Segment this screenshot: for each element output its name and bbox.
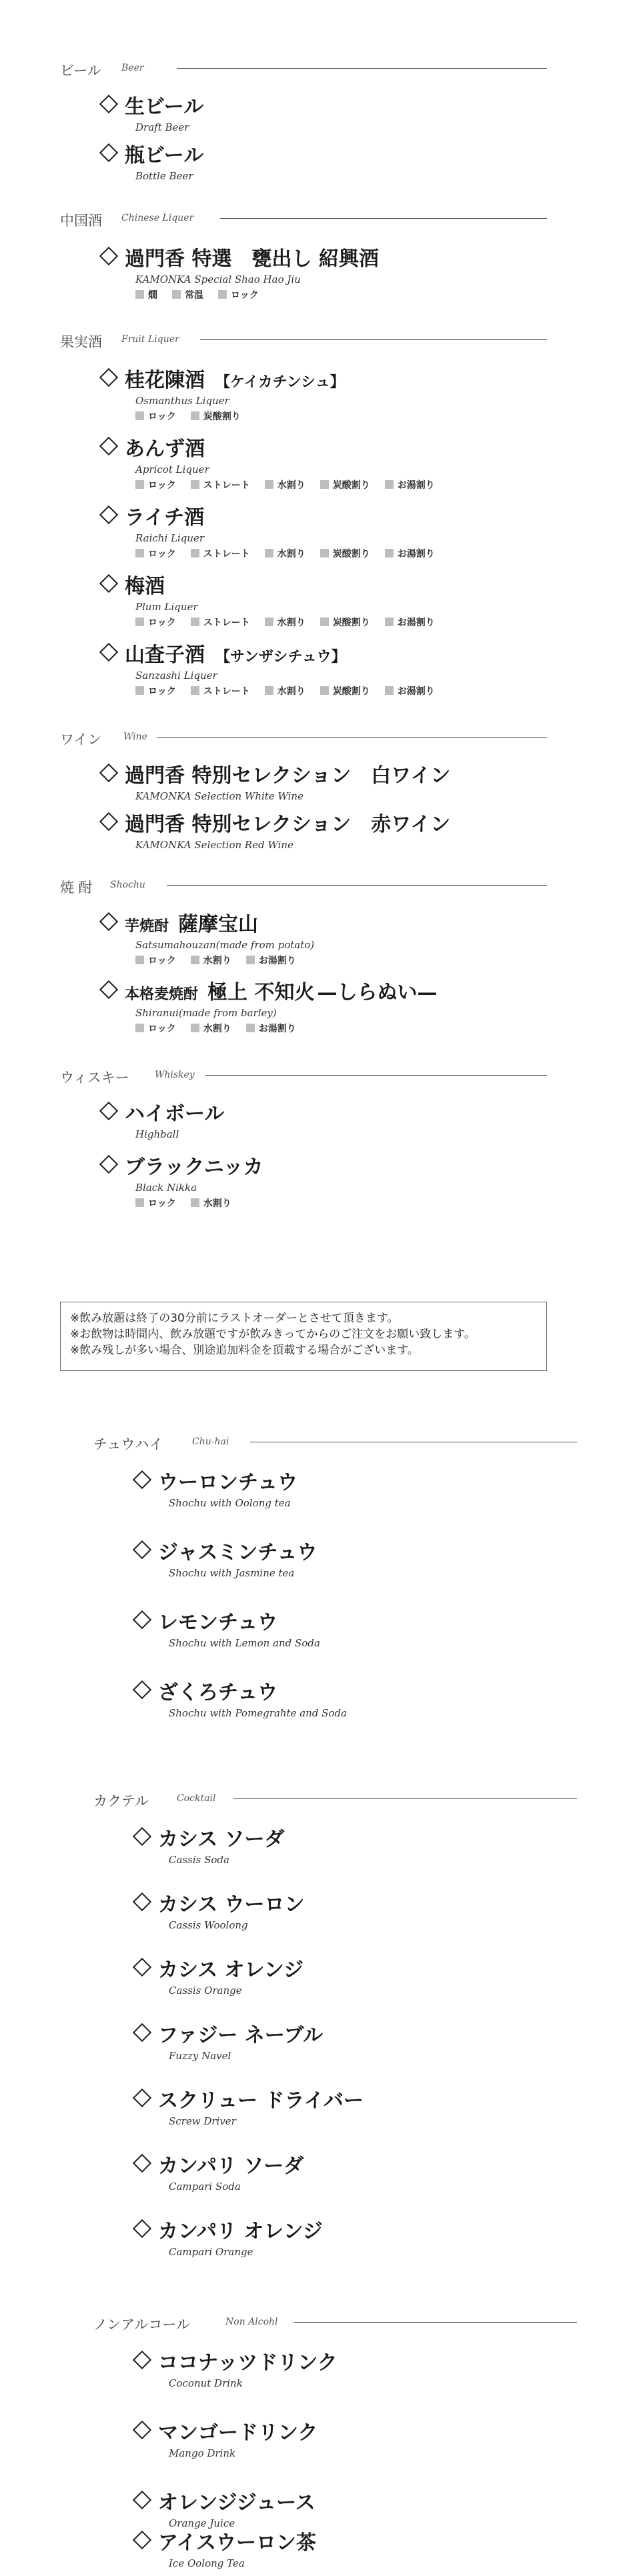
item-en: Bottle Beer <box>135 170 193 182</box>
serving-options <box>135 547 450 560</box>
diamond-bullet-icon <box>133 2089 151 2107</box>
item-en: Mango Drink <box>169 2447 236 2459</box>
item-name: ウーロンチュウ <box>158 1471 298 1494</box>
item-en: Coconut Drink <box>169 2377 243 2389</box>
item-name: 桂花陳酒 <box>125 369 205 392</box>
item-en: Orange Juice <box>169 2517 235 2529</box>
serving-option: 炭酸割り <box>320 547 370 560</box>
checkbox-square-icon <box>191 956 199 964</box>
item-note: 【サンザシチュウ】 <box>215 648 346 666</box>
checkbox-square-icon <box>172 290 181 299</box>
section-header-nonalc <box>93 2314 577 2334</box>
diamond-bullet-icon <box>99 505 118 524</box>
serving-option: 炭酸割り <box>320 684 370 698</box>
item-en: KAMONKA Selection Red Wine <box>135 839 293 851</box>
section-divider <box>157 737 547 738</box>
checkbox-square-icon <box>385 549 394 557</box>
serving-option: 水割り <box>265 478 305 491</box>
serving-option: ストレート <box>191 547 250 560</box>
item-name: オレンジジュース <box>158 2491 315 2515</box>
serving-option: 燗 <box>135 288 157 301</box>
item-name: カシス ソーダ <box>158 1828 285 1851</box>
item-en: Shochu with Pomegrahte and Soda <box>169 1707 348 1719</box>
item-en: Screw Driver <box>169 2115 236 2127</box>
item-name: ファジー ネーブル <box>158 2024 324 2047</box>
serving-option: お湯割り <box>385 684 435 698</box>
item-prefix: 本格麦焼酎 <box>125 986 199 1003</box>
diamond-bullet-icon <box>133 1470 151 1489</box>
item-name: スクリュー ドライバー <box>158 2089 364 2113</box>
section-title-en: Non Alcohl <box>225 2317 278 2327</box>
section-title-en: Cocktail <box>177 1793 216 1804</box>
item-en: Black Nikka <box>135 1182 197 1194</box>
section-title-jp: 中国酒 <box>60 213 102 229</box>
item-en: Cassis Orange <box>169 1985 242 1997</box>
diamond-bullet-icon <box>99 812 118 831</box>
item-name: カシス ウーロン <box>158 1893 305 1916</box>
item-en: Raichi Liquer <box>135 532 205 544</box>
diamond-bullet-icon <box>133 2421 151 2439</box>
section-title-jp: ウィスキー <box>60 1070 129 1086</box>
item-en: Ice Oolong Tea <box>169 2557 245 2569</box>
item-note: 【ケイカチンシュ】 <box>215 373 345 391</box>
item-name: レモンチュウ <box>158 1611 278 1634</box>
checkbox-square-icon <box>320 617 329 626</box>
checkbox-square-icon <box>135 617 144 626</box>
notice-box <box>60 1302 547 1371</box>
checkbox-square-icon <box>135 549 144 557</box>
diamond-bullet-icon <box>99 247 118 265</box>
item-en: Fuzzy Navel <box>169 2050 231 2062</box>
serving-option: お湯割り <box>385 615 435 629</box>
serving-option: ロック <box>135 547 176 560</box>
section-header-chuhai <box>93 1434 577 1454</box>
serving-option: 水割り <box>265 547 305 560</box>
diamond-bullet-icon <box>133 2351 151 2369</box>
checkbox-square-icon <box>135 686 144 695</box>
item-en: Shochu with Lemon and Soda <box>169 1637 320 1649</box>
notice-line: ※飲み放題は終了の30分前にラストオーダーとさせて頂きます。 <box>70 1312 399 1325</box>
item-en: Apricot Liquer <box>135 463 209 475</box>
diamond-bullet-icon <box>99 1155 118 1174</box>
section-title-en: Chu-hai <box>192 1436 229 1447</box>
section-title-en: Shochu <box>110 880 145 890</box>
diamond-bullet-icon <box>99 912 118 931</box>
checkbox-square-icon <box>191 1024 199 1032</box>
serving-options <box>135 1022 311 1035</box>
diamond-bullet-icon <box>133 1958 151 1977</box>
item-en: Highball <box>135 1128 179 1140</box>
serving-option: ストレート <box>191 478 250 491</box>
section-divider <box>233 1798 577 1799</box>
section-divider <box>220 218 547 219</box>
checkbox-square-icon <box>265 617 273 626</box>
checkbox-square-icon <box>385 686 394 695</box>
serving-option: 常温 <box>172 288 203 301</box>
section-title-jp: カクテル <box>93 1793 149 1809</box>
item-en: Sanzashi Liquer <box>135 670 217 682</box>
item-prefix: 芋焼酎 <box>125 918 169 935</box>
section-title-jp: 焼 酎 <box>60 880 93 896</box>
section-title-jp: ワイン <box>60 732 102 748</box>
diamond-bullet-icon <box>99 764 118 782</box>
serving-option: 炭酸割り <box>320 478 370 491</box>
diamond-bullet-icon <box>133 2491 151 2509</box>
section-header-cocktail <box>93 1790 577 1810</box>
diamond-bullet-icon <box>133 1540 151 1559</box>
serving-option: 水割り <box>265 615 305 629</box>
checkbox-square-icon <box>265 549 273 557</box>
item-en: Satsumahouzan(made from potato) <box>135 939 315 951</box>
checkbox-square-icon <box>135 1024 144 1032</box>
section-header-shochu <box>60 877 547 897</box>
item-name: 瓶ビール <box>125 144 204 167</box>
serving-options <box>135 615 450 629</box>
section-header-wine <box>60 729 547 749</box>
checkbox-square-icon <box>320 686 329 695</box>
section-header-whiskey <box>60 1067 547 1087</box>
checkbox-square-icon <box>385 617 394 626</box>
diamond-bullet-icon <box>133 2154 151 2173</box>
item-name: 過門香 特別セレクション 赤ワイン <box>125 813 451 836</box>
item-en: Shochu with Oolong tea <box>169 1497 291 1509</box>
serving-options <box>135 478 450 491</box>
section-title-jp: ビール <box>60 63 101 79</box>
checkbox-square-icon <box>191 617 199 626</box>
checkbox-square-icon <box>135 480 144 489</box>
checkbox-square-icon <box>265 686 273 695</box>
diamond-bullet-icon <box>99 980 118 999</box>
checkbox-square-icon <box>135 290 144 299</box>
item-en: Cassis Woolong <box>169 1919 248 1931</box>
item-name: ジャスミンチュウ <box>158 1541 317 1564</box>
section-header-beer <box>60 60 547 80</box>
serving-option: ロック <box>135 615 176 629</box>
item-name: ライチ酒 <box>125 506 205 529</box>
item-en: Cassis Soda <box>169 1854 229 1866</box>
serving-options <box>135 684 450 698</box>
section-divider <box>293 2322 577 2323</box>
diamond-bullet-icon <box>99 143 118 162</box>
notice-line: ※飲み残しが多い場合、別途追加料金を頂載する場合がございます。 <box>70 1344 419 1357</box>
checkbox-square-icon <box>246 1024 255 1032</box>
diamond-bullet-icon <box>133 2531 151 2549</box>
section-title-en: Beer <box>121 63 144 73</box>
item-en: Shiranui(made from barley) <box>135 1007 277 1019</box>
serving-option: お湯割り <box>385 547 435 560</box>
item-en: Osmanthus Liquer <box>135 395 229 407</box>
serving-option: ロック <box>135 1022 176 1035</box>
item-name: ココナッツドリンク <box>158 2351 338 2375</box>
item-name: 薩摩宝山 <box>178 913 259 936</box>
section-header-chinese <box>60 210 547 230</box>
serving-option: ロック <box>218 288 259 301</box>
item-name: 生ビール <box>125 95 204 119</box>
section-divider <box>167 885 547 886</box>
section-title-en: Fruit Liquer <box>121 334 179 345</box>
serving-option: 水割り <box>265 684 305 698</box>
item-en: Plum Liquer <box>135 601 198 613</box>
item-name: ハイボール <box>125 1102 225 1126</box>
diamond-bullet-icon <box>133 1680 151 1699</box>
item-en: KAMONKA Selection White Wine <box>135 790 303 802</box>
diamond-bullet-icon <box>99 368 118 387</box>
item-name: 極上 不知火 <box>207 981 315 1004</box>
item-name: アイスウーロン茶 <box>158 2531 316 2555</box>
checkbox-square-icon <box>191 549 199 557</box>
serving-options <box>135 1196 246 1210</box>
serving-option: 炭酸割り <box>320 615 370 629</box>
diamond-bullet-icon <box>133 2219 151 2238</box>
checkbox-square-icon <box>135 956 144 964</box>
item-name: 山査子酒 <box>125 643 205 667</box>
item-name: ざくろチュウ <box>158 1681 278 1704</box>
item-name: カシス オレンジ <box>158 1959 304 1982</box>
diamond-bullet-icon <box>133 1892 151 1911</box>
item-name: 梅酒 <box>125 575 165 598</box>
checkbox-square-icon <box>320 549 329 557</box>
serving-option: 水割り <box>191 954 231 967</box>
item-name: ブラックニッカ <box>125 1156 263 1179</box>
notice-line: ※お飲物は時間内、飲み放題ですが飲みきってからのご注文をお願い致します。 <box>70 1328 476 1341</box>
checkbox-square-icon <box>320 480 329 489</box>
diamond-bullet-icon <box>133 1827 151 1846</box>
section-divider <box>205 1075 547 1076</box>
checkbox-square-icon <box>191 411 199 420</box>
item-name: カンパリ ソーダ <box>158 2155 304 2178</box>
checkbox-square-icon <box>385 480 394 489</box>
serving-option: ロック <box>135 1196 176 1210</box>
item-suffix: —しらぬい— <box>317 981 438 1004</box>
diamond-bullet-icon <box>99 437 118 455</box>
diamond-bullet-icon <box>99 1102 118 1120</box>
checkbox-square-icon <box>191 686 199 695</box>
checkbox-square-icon <box>191 480 199 489</box>
item-name: カンパリ オレンジ <box>158 2220 323 2243</box>
serving-option: お湯割り <box>385 478 435 491</box>
checkbox-square-icon <box>191 1198 199 1207</box>
item-name: あんず酒 <box>125 437 205 461</box>
diamond-bullet-icon <box>99 95 118 113</box>
checkbox-square-icon <box>218 290 227 299</box>
serving-option: ロック <box>135 409 176 423</box>
serving-option: お湯割り <box>246 1022 296 1035</box>
section-title-en: Wine <box>123 732 147 742</box>
serving-option: ロック <box>135 684 176 698</box>
item-name: 過門香 特選 甕出し 紹興酒 <box>125 247 379 271</box>
serving-option: ストレート <box>191 615 250 629</box>
serving-option: ロック <box>135 478 176 491</box>
section-title-en: Chinese Liquer <box>121 213 194 223</box>
serving-option: ストレート <box>191 684 250 698</box>
section-divider <box>177 68 547 69</box>
section-title-jp: 果実酒 <box>60 334 102 350</box>
checkbox-square-icon <box>246 956 255 964</box>
item-en: Campari Orange <box>169 2246 253 2258</box>
checkbox-square-icon <box>265 480 273 489</box>
item-name: 過門香 特別セレクション 白ワイン <box>125 764 451 788</box>
diamond-bullet-icon <box>99 574 118 593</box>
section-header-fruit <box>60 331 547 351</box>
serving-option: お湯割り <box>246 954 296 967</box>
serving-option: 水割り <box>191 1022 231 1035</box>
checkbox-square-icon <box>135 411 144 420</box>
serving-options <box>135 954 311 967</box>
item-name: マンゴードリンク <box>158 2421 318 2445</box>
item-en: KAMONKA Special Shao Hao Jiu <box>135 273 301 285</box>
serving-option: 水割り <box>191 1196 231 1210</box>
section-title-jp: チュウハイ <box>93 1436 163 1452</box>
item-en: Campari Soda <box>169 2181 241 2193</box>
serving-options <box>135 409 255 423</box>
checkbox-square-icon <box>135 1198 144 1207</box>
item-en: Draft Beer <box>135 121 189 133</box>
serving-option: 炭酸割り <box>191 409 241 423</box>
diamond-bullet-icon <box>133 1610 151 1629</box>
section-title-jp: ノンアルコール <box>93 2317 190 2333</box>
item-en: Shochu with Jasmine tea <box>169 1567 295 1579</box>
section-title-en: Whiskey <box>155 1070 195 1080</box>
section-divider <box>200 339 547 340</box>
serving-options <box>135 288 273 301</box>
serving-option: ロック <box>135 954 176 967</box>
diamond-bullet-icon <box>133 2023 151 2042</box>
diamond-bullet-icon <box>99 643 118 662</box>
